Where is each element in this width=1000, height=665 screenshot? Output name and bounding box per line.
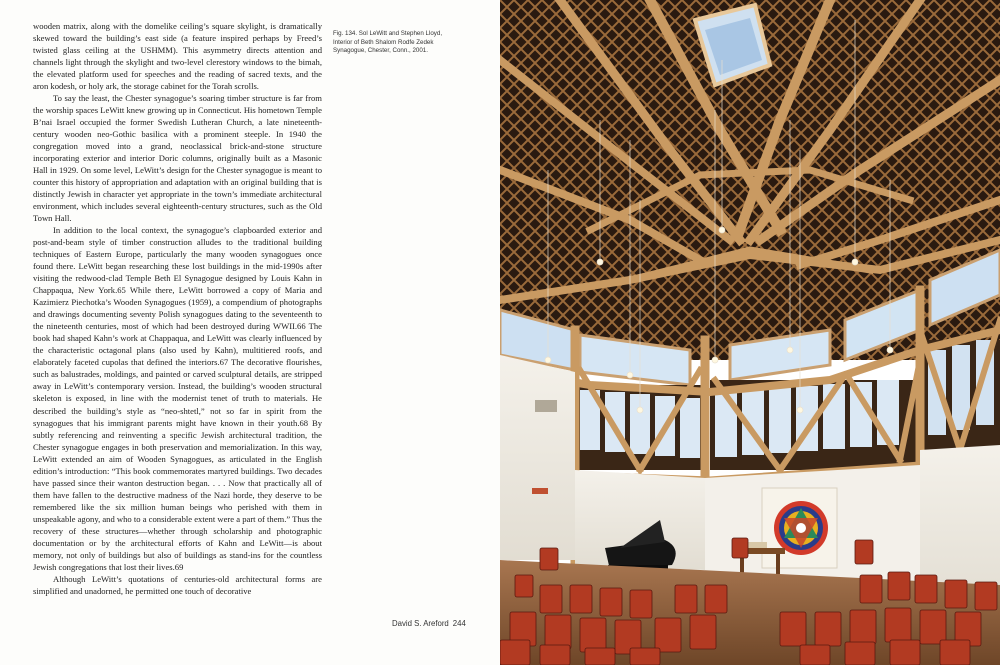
synagogue-interior-photo — [500, 0, 1000, 665]
paragraph-1: wooden matrix, along with the domelike ceiling’s square skylight, is dramatically skewed toward the building’s east side (a feature inspired perhaps by Freed’s twisted glass ceiling at the USHMM). This asymmetry directs attention and channels light through the skylight and two-level clerestory windows to the bimah, the elevated platform used for speeches and the reading of sacred texts, and the aron kodesh, or holy ark, the storage cabinet for the Torah scrolls. — [33, 21, 322, 92]
page-folio — [392, 619, 470, 628]
right-page — [500, 0, 1000, 665]
body-text — [33, 20, 322, 597]
folio-author: David S. Areford — [392, 619, 449, 628]
paragraph-2: To say the least, the Chester synagogue’s soaring timber structure is far from the worship spaces LeWitt knew growing up in Connecticut. His hometown Temple B’nai Israel occupied the former Swedish Lutheran Church, a late nineteenth-century wooden neo-Gothic basilica with a prominent steeple. In 1940 the congregation moved into a grand, neoclassical brick-and-stone structure incorporating exterior and interior Doric columns, originally built as a Masonic Hall in 1929. On some level, LeWitt’s design for the Chester synagogue is meant to counter this history of appropriation and adaptation with an original building that is distinctly Jewish in character yet appropriate in the town’s immediate architectural environment, which includes several eighteenth-century structures, such as the Old Town Hall. — [33, 93, 322, 224]
paragraph-3: In addition to the local context, the synagogue’s clapboarded exterior and post-and-beam style of timber construction alludes to the traditional building techniques of Eastern Europe, particularly the many wooden synagogues once found there. LeWitt began researching these lost buildings in the mid-1990s after visiting the redwood-clad Temple Beth El Synagogue designed by Louis Kahn in Chappaqua, New York.65 While there, LeWitt borrowed a copy of Maria and Kazimierz Piechotka’s Wooden Synagogues (1959), a compendium of photographs and drawings documenting seventy Polish synagogues dating to the seventeenth to the nineteenth centuries, most of which had been destroyed during WWII.66 The book had shaped Kahn’s work at Chappaqua, and LeWitt was clearly influenced by the characteristic octagonal plans (also used by Kahn), multitiered roofs, and elaborately faceted cupolas that defined the interiors.67 The decorative flourishes, such as balustrades, moldings, and painted or carved sculptural details, are stripped away in LeWitt’s contemporary version. Instead, the building’s wooden structural skeleton is exposed, in line with the modernist tenet of truth to materials. He described the building’s style as “neo-shtetl,” not so far in spirit from the synagogues that his immigrant parents might have known in their youth.68 By subtly referencing and reinventing a specific Jewish architectural tradition, the Chester synagogue engages in both preservation and memorialization. In this way, LeWitt extended an aim of Wooden Synagogues, as articulated in the English edition’s introduction: “This book commemorates martyred buildings. Two decades have passed since their wanton destruction began. . . . Now that practically all of them have fallen to the destructive madness of the Nazi horde, they deserve to be remembered like the six million human beings who perished with them in unspeakable agony, and who to a considerable extent were a part of them.” Thus the recovery of these structures—whether through scholarship and photographic documentation or by the architectural efforts of Kahn and LeWitt—is about memory, not only of buildings but also of buildings as stand-ins for the countless Jewish congregations that lost their lives.69 — [33, 225, 322, 572]
paragraph-4: Although LeWitt’s quotations of centuries-old architectural forms are simplified and unadorned, he permitted one touch of decorative — [33, 573, 322, 596]
ark-mandala-artwork — [762, 488, 837, 568]
figure-caption: Fig. 134. Sol LeWitt and Stephen Lloyd, Interior of Beth Shalom Rodfe Zedek Synagogue, Chester, Conn., 2001. — [333, 30, 443, 55]
page-number: 244 — [452, 619, 466, 628]
